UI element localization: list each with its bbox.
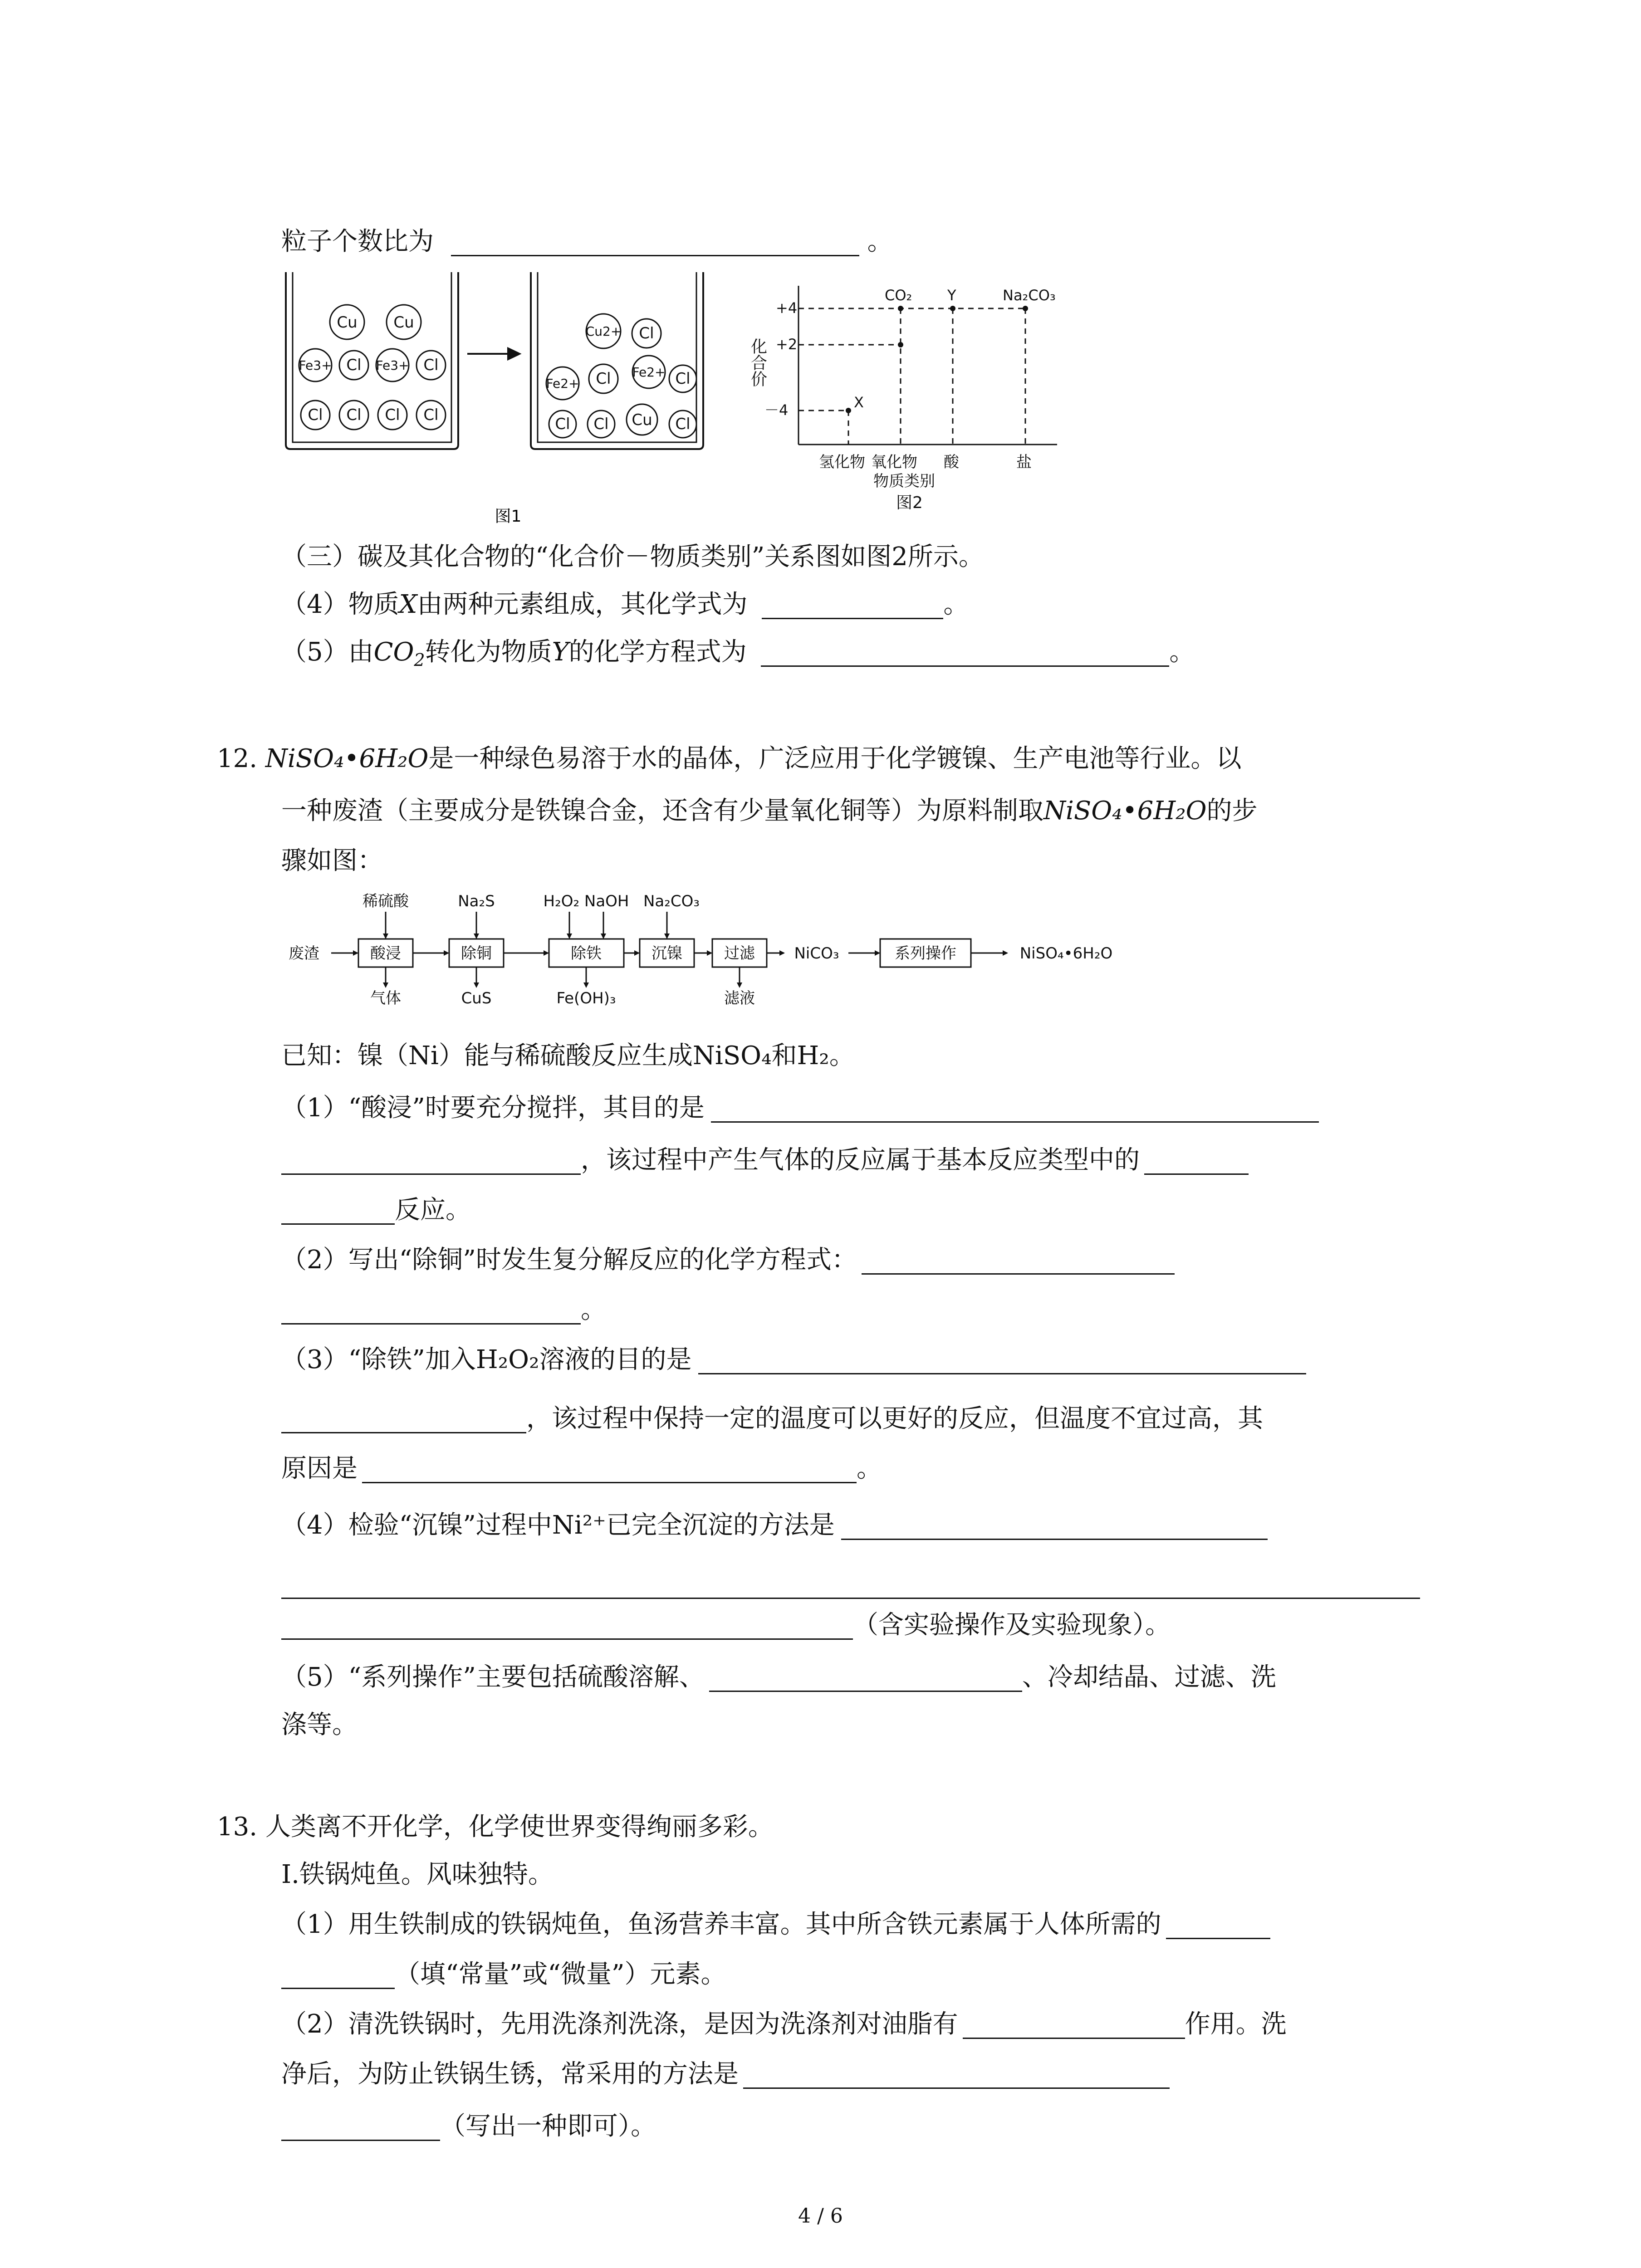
point-co2 bbox=[898, 306, 903, 311]
arrow-icon bbox=[467, 348, 519, 359]
flow-input: 稀硫酸 bbox=[362, 892, 409, 910]
y-axis-label: 化合价 bbox=[748, 338, 767, 387]
figure-1-caption: 图1 bbox=[495, 507, 522, 526]
point-plus2 bbox=[898, 342, 903, 347]
particle-label: Cl bbox=[593, 415, 609, 433]
particle-label: Cl bbox=[639, 324, 654, 342]
q12-sub5a: （5）“系列操作”主要包括硫酸溶解、 、冷却结晶、过滤、洗 bbox=[281, 1662, 1276, 1692]
q12-sub4c: （含实验操作及实验现象）。 bbox=[281, 1608, 1171, 1642]
flow-output: Fe(OH)₃ bbox=[556, 989, 616, 1007]
answer-blank[interactable] bbox=[711, 1094, 1319, 1123]
q12-sub3c: 原因是 。 bbox=[281, 1454, 882, 1483]
beaker-1-particles bbox=[299, 305, 446, 430]
y-tick: －4 bbox=[764, 401, 789, 419]
answer-blank[interactable] bbox=[281, 1196, 395, 1225]
point-label: Na₂CO₃ bbox=[1003, 287, 1056, 304]
q13-section1: Ⅰ.铁锅炖鱼。风味独特。 bbox=[281, 1860, 554, 1889]
answer-blank[interactable] bbox=[862, 1246, 1175, 1275]
q12-known: 已知：镍（Ni）能与稀硫酸反应生成NiSO₄和H₂。 bbox=[281, 1041, 855, 1070]
point-x bbox=[846, 408, 851, 413]
flow-input: Na₂S bbox=[458, 892, 495, 910]
flow-step: 酸浸 bbox=[370, 944, 401, 963]
q12-sub1b: ，该过程中产生气体的反应属于基本反应类型中的 bbox=[281, 1143, 1249, 1178]
particle-label: Fe2+ bbox=[632, 365, 666, 380]
point-y bbox=[950, 306, 955, 311]
particle-label: Cl bbox=[308, 406, 323, 424]
q12-sub5c: 涤等。 bbox=[281, 1710, 358, 1740]
q12-sub3b: ，该过程中保持一定的温度可以更好的反应，但温度不宜过高，其 bbox=[281, 1402, 1263, 1436]
flow-input: H₂O₂ NaOH bbox=[543, 892, 629, 910]
x-category: 氢化物 bbox=[819, 453, 865, 471]
answer-blank[interactable] bbox=[698, 1346, 1306, 1374]
q13-sub2d: （写出一种即可）。 bbox=[281, 2109, 656, 2144]
flow-step: 系列操作 bbox=[895, 944, 956, 963]
q13-sub1b: （填“常量”或“微量”）元素。 bbox=[281, 1957, 726, 1992]
particle-label: Cu2+ bbox=[585, 324, 622, 339]
formula: NiSO₄•6H₂O bbox=[265, 744, 429, 773]
particle-label: Cu bbox=[337, 313, 358, 332]
particle-label: Cl bbox=[346, 406, 362, 424]
answer-blank[interactable] bbox=[762, 591, 943, 619]
beaker-2-particles bbox=[546, 314, 696, 438]
answer-blank[interactable] bbox=[281, 1611, 853, 1640]
part3-q5: （5）由$CO_2$转化为物质Y的化学方程式为 。 bbox=[281, 637, 1195, 670]
answer-blank[interactable] bbox=[451, 228, 859, 256]
q12-sub4a: （4）检验“沉镍”过程中Ni²⁺已完全沉淀的方法是 bbox=[281, 1508, 1268, 1543]
question-number: 13. bbox=[217, 1812, 258, 1842]
flow-output: 滤液 bbox=[724, 989, 755, 1007]
figure-2-chart bbox=[798, 286, 1057, 445]
answer-blank[interactable] bbox=[281, 2112, 440, 2141]
x-category: 盐 bbox=[1016, 453, 1032, 471]
q12-line1: 12. NiSO₄•6H₂O是一种绿色易溶于水的晶体，广泛应用于化学镀镍、生产电池等行业。以 bbox=[217, 744, 1242, 773]
answer-blank[interactable] bbox=[281, 1296, 581, 1325]
flow-step: 沉镍 bbox=[652, 944, 682, 963]
flow-start: 废渣 bbox=[289, 944, 319, 963]
answer-blank[interactable] bbox=[963, 2010, 1185, 2039]
q12-sub1c: 反应。 bbox=[281, 1193, 471, 1227]
particle-label: Cl bbox=[423, 406, 439, 424]
answer-blank[interactable] bbox=[1144, 1146, 1249, 1175]
answer-blank[interactable] bbox=[1166, 1911, 1270, 1939]
particle-label: Fe3+ bbox=[299, 358, 332, 373]
flow-step: 过滤 bbox=[724, 944, 755, 963]
q12-sub3a: （3）“除铁”加入H₂O₂溶液的目的是 bbox=[281, 1343, 1306, 1377]
point-na2co3 bbox=[1023, 306, 1028, 311]
answer-blank[interactable] bbox=[362, 1455, 857, 1483]
answer-blank[interactable] bbox=[709, 1663, 1022, 1692]
answer-blank[interactable] bbox=[281, 1960, 395, 1989]
q13-sub1a: （1）用生铁制成的铁锅炖鱼，鱼汤营养丰富。其中所含铁元素属于人体所需的 bbox=[281, 1907, 1270, 1942]
y-tick: +4 bbox=[776, 299, 798, 317]
particle-label: Cl bbox=[555, 415, 570, 433]
answer-blank[interactable] bbox=[281, 1570, 1420, 1599]
q13-sub2c: 净后，为防止铁锅生锈，常采用的方法是 bbox=[281, 2057, 1170, 2092]
particle-label: Cu bbox=[393, 313, 414, 332]
answer-blank[interactable] bbox=[281, 1146, 581, 1175]
answer-blank[interactable] bbox=[743, 2060, 1170, 2089]
particle-label: Cl bbox=[385, 406, 400, 424]
flow-input: Na₂CO₃ bbox=[643, 892, 700, 910]
particle-ratio-label: 粒子个数比为 bbox=[281, 227, 434, 256]
part3-q4: （4）物质X由两种元素组成，其化学式为 。 bbox=[281, 590, 969, 619]
y-tick: +2 bbox=[776, 336, 798, 353]
q13-intro: 13. 人类离不开化学，化学使世界变得绚丽多彩。 bbox=[217, 1812, 774, 1842]
part3-heading: （三）碳及其化合物的“化合价－物质类别”关系图如图2所示。 bbox=[281, 542, 984, 572]
point-label: Y bbox=[947, 287, 956, 304]
q12-line2: 一种废渣（主要成分是铁镍合金，还含有少量氧化铜等）为原料制取NiSO₄•6H₂O的步 bbox=[281, 796, 1258, 826]
q12-sub1a: （1）“酸浸”时要充分搅拌，其目的是 bbox=[281, 1091, 1319, 1125]
process-flowchart bbox=[277, 889, 1161, 1007]
q12-sub4b bbox=[281, 1567, 1420, 1602]
answer-blank[interactable] bbox=[281, 1405, 526, 1433]
figure-2-points bbox=[846, 306, 1028, 413]
q12-sub2b: 。 bbox=[281, 1293, 606, 1327]
flow-step: 除铜 bbox=[461, 944, 492, 963]
x-category: 酸 bbox=[944, 453, 959, 471]
particle-label: Cl bbox=[675, 415, 691, 433]
flow-step: 除铁 bbox=[571, 944, 602, 963]
point-label: CO₂ bbox=[885, 287, 912, 304]
particle-label: Cl bbox=[675, 370, 691, 388]
x-category: 氧化物 bbox=[871, 453, 917, 471]
q13-sub2a: （2）清洗铁锅时，先用洗涤剂洗涤，是因为洗涤剂对油脂有 作用。洗 bbox=[281, 2009, 1287, 2039]
answer-blank[interactable] bbox=[841, 1511, 1268, 1540]
flow-output: CuS bbox=[461, 989, 492, 1007]
q12-sub2a: （2）写出“除铜”时发生复分解反应的化学方程式： bbox=[281, 1243, 1175, 1277]
flow-intermediate: NiCO₃ bbox=[794, 944, 839, 963]
particle-label: Fe2+ bbox=[546, 376, 579, 391]
question-number: 12. bbox=[217, 744, 258, 773]
q12-line3: 骤如图： bbox=[281, 846, 383, 875]
particle-label: Cl bbox=[346, 356, 362, 374]
flow-product: NiSO₄•6H₂O bbox=[1019, 944, 1113, 963]
particle-ratio-line: 粒子个数比为 。 bbox=[281, 227, 893, 256]
page-number: 4 / 6 bbox=[798, 2204, 843, 2228]
particle-label: Cl bbox=[423, 356, 439, 374]
point-label: X bbox=[854, 394, 864, 411]
particle-label: Cl bbox=[596, 370, 611, 388]
particle-label: Cu bbox=[632, 411, 652, 429]
flow-output: 气体 bbox=[370, 989, 401, 1007]
figures-1-2 bbox=[272, 263, 1089, 535]
x-axis-label: 物质类别 bbox=[873, 472, 935, 490]
particle-label: Fe3+ bbox=[376, 358, 409, 373]
figure-2-caption: 图2 bbox=[896, 494, 923, 512]
answer-blank[interactable] bbox=[761, 638, 1169, 667]
